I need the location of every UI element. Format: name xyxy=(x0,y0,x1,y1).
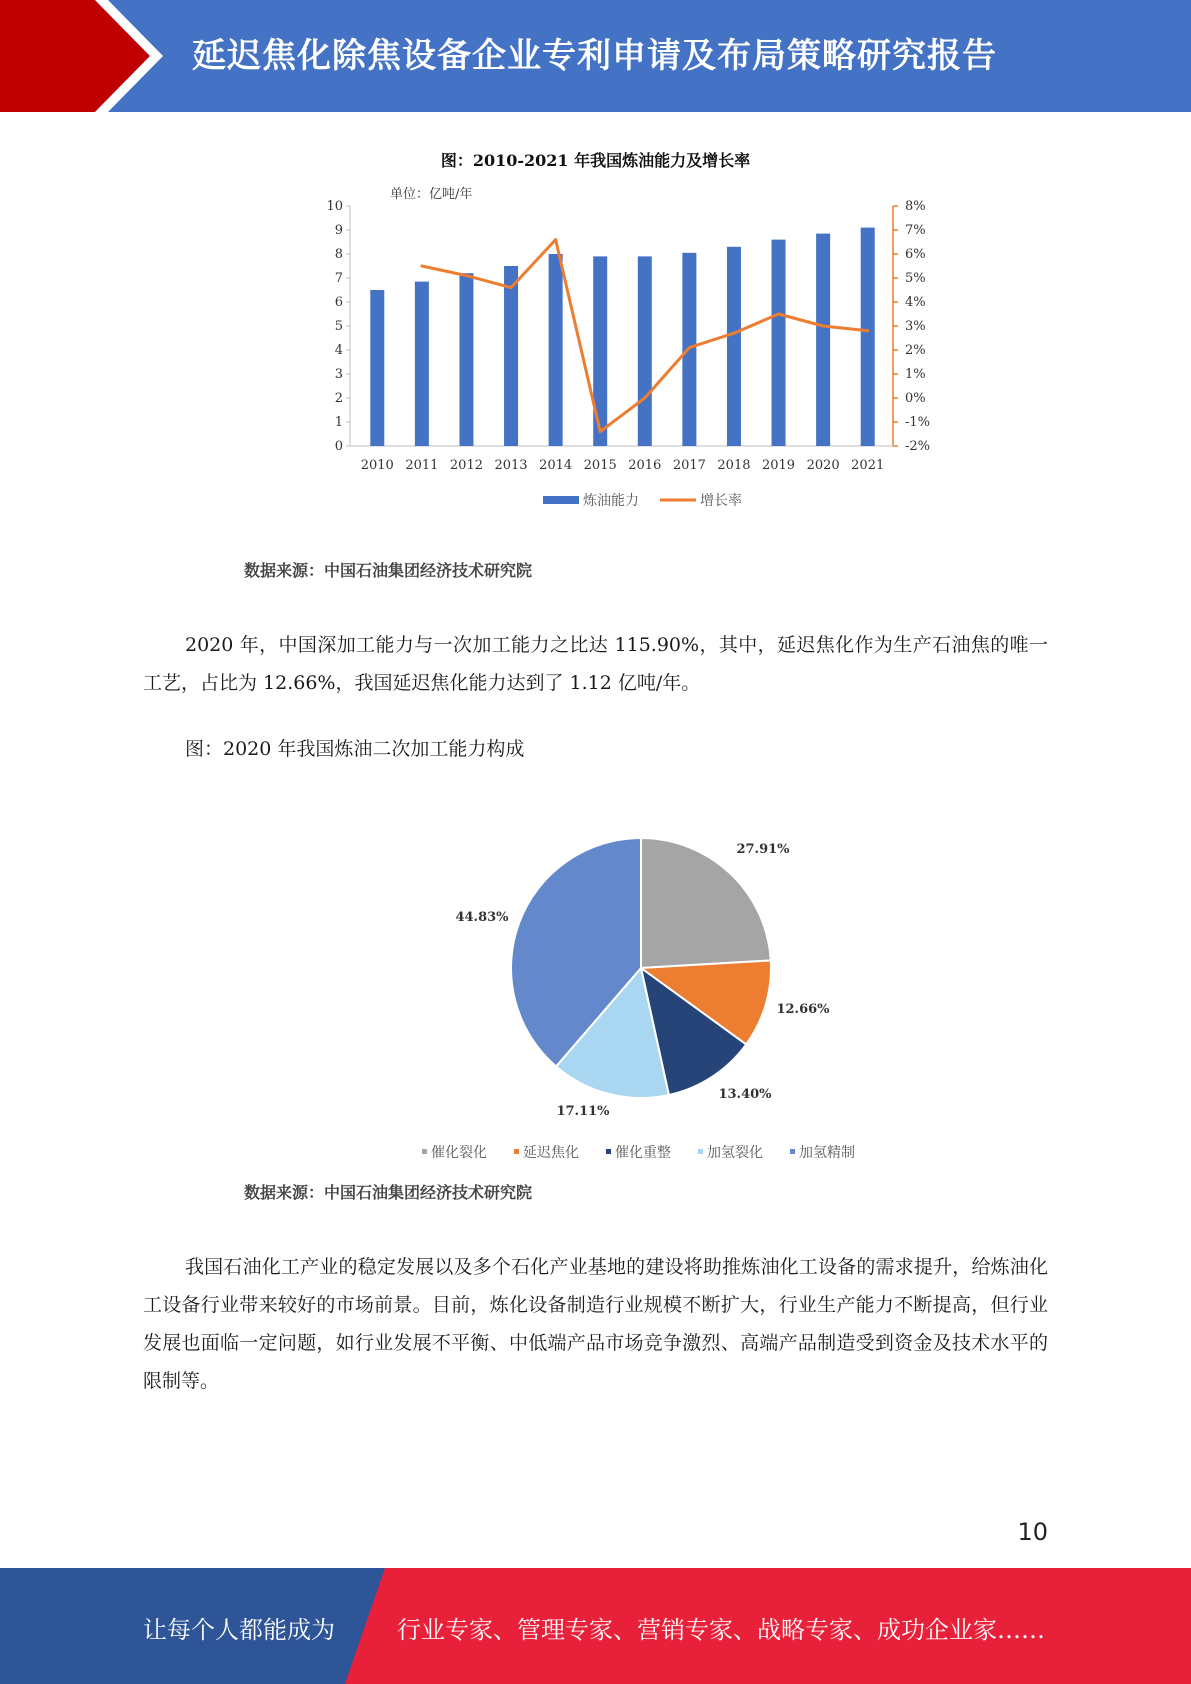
legend-swatch xyxy=(790,1149,795,1154)
pie-label: 44.83% xyxy=(455,910,509,925)
y-left-tick: 0 xyxy=(334,439,343,454)
growth-point-2013 xyxy=(510,286,513,289)
chart-title: 图：2010-2021 年我国炼油能力及增长率 xyxy=(440,151,751,170)
legend-label: 加氢精制 xyxy=(799,1145,855,1161)
page-footer xyxy=(0,1568,1191,1684)
y-left-tick: 6 xyxy=(334,295,343,310)
unit-label: 单位：亿吨/年 xyxy=(390,187,473,202)
x-tick: 2011 xyxy=(405,458,439,473)
growth-point-2018 xyxy=(732,332,735,335)
y-left-tick: 5 xyxy=(334,319,343,334)
page-number: 10 xyxy=(1017,1518,1048,1546)
paragraph-2: 我国石油化工产业的稳定发展以及多个石化产业基地的建设将助推炼油化工设备的需求提升，给炼油化工设备行业带来较好的市场前景。目前，炼化设备制造行业规模不断扩大，行业生产能力不断提高，但行业发展也面临一定问题，如行业发展不平衡、中低端产品市场竞争激烈、高端产品制造受到资金及技术水平的限制等。 xyxy=(143,1256,1048,1392)
growth-point-2021 xyxy=(866,329,869,332)
x-tick: 2013 xyxy=(494,458,528,473)
x-tick: 2018 xyxy=(717,458,751,473)
y-right-tick: 8% xyxy=(905,199,926,214)
pie-label: 13.40% xyxy=(718,1087,772,1102)
bar-2012 xyxy=(459,273,473,446)
y-left-tick: 7 xyxy=(334,271,343,286)
x-tick: 2014 xyxy=(539,458,573,473)
legend-swatch xyxy=(606,1149,611,1154)
legend-swatch xyxy=(514,1149,519,1154)
y-right-tick: 5% xyxy=(905,271,926,286)
growth-point-2014 xyxy=(554,238,557,241)
legend-label: 加氢裂化 xyxy=(707,1145,763,1161)
chart2-source: 数据来源：中国石油集团经济技术研究院 xyxy=(244,1183,533,1202)
paragraph-1: 2020 年，中国深加工能力与一次加工能力之比达 115.90%，其中，延迟焦化作为生产石油焦的唯一工艺，占比为 12.66%，我国延迟焦化能力达到了 1.12 亿吨/年。 xyxy=(143,634,1048,694)
growth-point-2016 xyxy=(643,397,646,400)
y-right-tick: 1% xyxy=(905,367,926,382)
growth-point-2017 xyxy=(688,346,691,349)
legend-label: 催化重整 xyxy=(615,1145,671,1161)
y-left-tick: 3 xyxy=(334,367,343,382)
secondary-processing-pie xyxy=(0,820,1191,1170)
y-left-tick: 9 xyxy=(334,223,343,238)
chart1-source: 数据来源：中国石油集团经济技术研究院 xyxy=(244,561,533,580)
pie-label: 27.91% xyxy=(736,842,790,857)
page-header xyxy=(0,0,1191,112)
chart1-svg xyxy=(0,175,1191,595)
bar-2019 xyxy=(772,240,786,446)
bar-2015 xyxy=(593,256,607,446)
y-right-tick: 2% xyxy=(905,343,926,358)
bar-2018 xyxy=(727,247,741,446)
y-right-tick: -1% xyxy=(905,415,931,430)
y-right-tick: 3% xyxy=(905,319,926,334)
x-tick: 2015 xyxy=(583,458,617,473)
legend-label: 延迟焦化 xyxy=(523,1145,579,1161)
bar-2011 xyxy=(415,282,429,446)
legend-swatch xyxy=(698,1149,703,1154)
growth-point-2020 xyxy=(822,325,825,328)
bar-2021 xyxy=(861,228,875,446)
x-tick: 2021 xyxy=(851,458,885,473)
pie-label: 17.11% xyxy=(556,1104,610,1119)
y-right-tick: 4% xyxy=(905,295,926,310)
x-tick: 2010 xyxy=(360,458,394,473)
chart2-svg xyxy=(0,820,1191,1170)
x-tick: 2012 xyxy=(449,458,484,473)
footer-slogan-left: 让每个人都能成为 xyxy=(143,1616,335,1644)
y-left-tick: 1 xyxy=(334,415,343,430)
y-right-tick: 7% xyxy=(905,223,926,238)
growth-point-2012 xyxy=(465,274,468,277)
bar-2014 xyxy=(549,254,563,446)
x-tick: 2017 xyxy=(672,458,706,473)
y-left-tick: 10 xyxy=(326,199,343,214)
y-left-tick: 4 xyxy=(334,343,343,358)
legend-swatch-bar xyxy=(543,496,579,504)
legend-label: 催化裂化 xyxy=(431,1145,487,1161)
x-tick: 2019 xyxy=(761,458,796,473)
pie-caption: 图：2020 年我国炼油二次加工能力构成 xyxy=(185,738,525,760)
pie-label: 12.66% xyxy=(776,1002,830,1017)
refining-capacity-chart xyxy=(0,130,1191,600)
pie-slice-催化裂化 xyxy=(641,838,771,968)
growth-point-2019 xyxy=(777,313,780,316)
bar-2013 xyxy=(504,266,518,446)
bar-2010 xyxy=(370,290,384,446)
legend-label-line: 增长率 xyxy=(700,493,742,509)
legend-swatch xyxy=(422,1149,427,1154)
y-right-tick: 6% xyxy=(905,247,926,262)
bar-2020 xyxy=(816,234,830,446)
y-right-tick: 0% xyxy=(905,391,926,406)
growth-point-2015 xyxy=(599,430,602,433)
footer-slogan-right: 行业专家、管理专家、营销专家、战略专家、成功企业家…… xyxy=(397,1616,1045,1644)
growth-point-2011 xyxy=(420,265,423,268)
x-tick: 2016 xyxy=(628,458,662,473)
report-title: 延迟焦化除焦设备企业专利申请及布局策略研究报告 xyxy=(192,36,997,76)
y-left-tick: 8 xyxy=(334,247,343,262)
y-right-tick: -2% xyxy=(905,439,931,454)
bar-2016 xyxy=(638,256,652,446)
legend-label-bar: 炼油能力 xyxy=(583,493,639,509)
x-tick: 2020 xyxy=(806,458,840,473)
y-left-tick: 2 xyxy=(334,391,343,406)
